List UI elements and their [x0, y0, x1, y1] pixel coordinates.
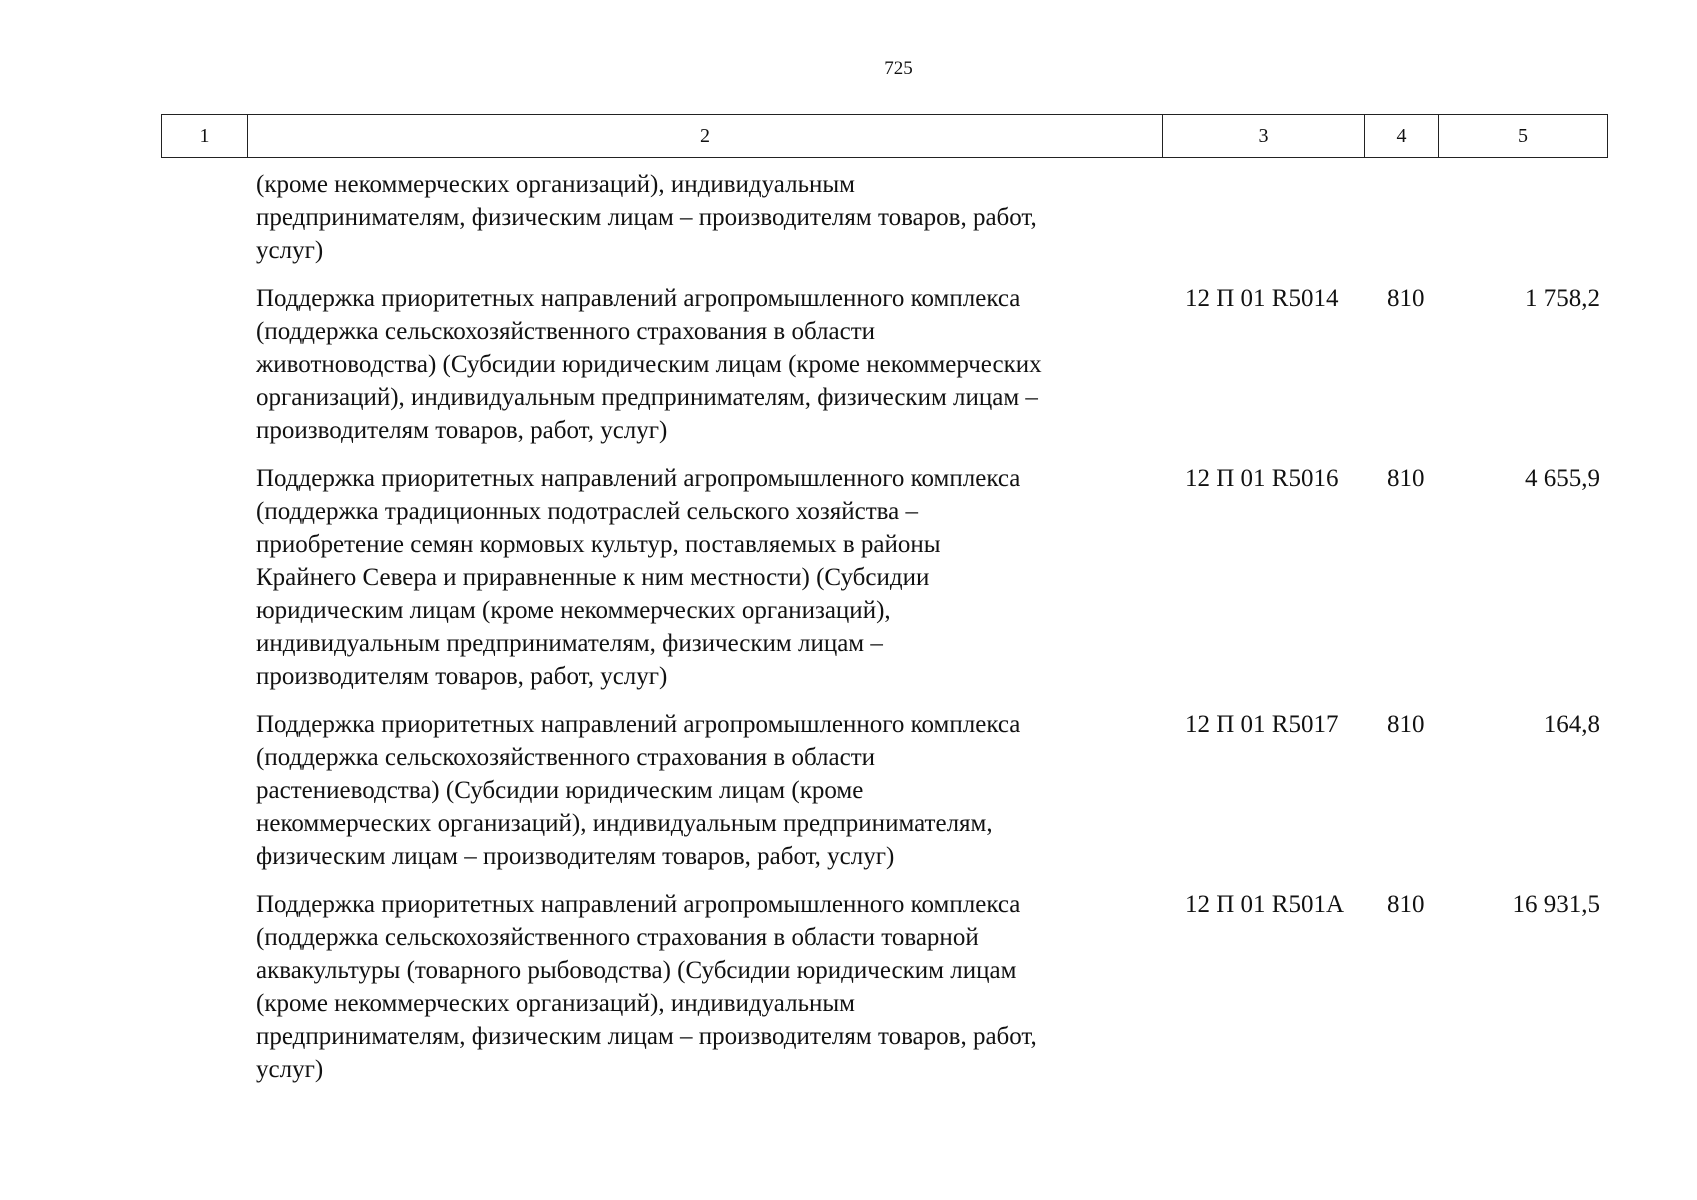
row-description: Поддержка приоритетных направлений агропромышленного комплекса (поддержка сельскохозяйственного страхования в области животноводства) (Субсидии юридическим лицам (кроме некоммерческих организаций), индивидуальным предпринимателям, физическим лицам – производителям товаров, работ, услуг): [256, 285, 1042, 444]
table-body: [256, 168, 1608, 1101]
header-cell-1: 1: [162, 115, 248, 157]
row-code: 12 П 01 R5014: [1185, 285, 1339, 312]
table-row: [256, 888, 1608, 1086]
row-code: 12 П 01 R5017: [1185, 711, 1339, 738]
page-number: 725: [884, 58, 913, 79]
row-code: 12 П 01 R5016: [1185, 465, 1339, 492]
row-description: Поддержка приоритетных направлений агропромышленного комплекса (поддержка сельскохозяйственного страхования в области растениеводства) (Субсидии юридическим лицам (кроме некоммерческих организаций), индивидуальным предпринимателям, физическим лицам – производителям товаров, работ, услуг): [256, 711, 1021, 870]
row-amount: [1447, 168, 1608, 267]
row-description: Поддержка приоритетных направлений агропромышленного комплекса (поддержка традиционных подотраслей сельского хозяйства – приобретение семян кормовых культур, поставляемых в районы Крайнего Севера и приравненные к ним местности) (Субсидии юридическим лицам (кроме некоммерческих организаций), индивидуальным предпринимателям, физическим лицам – производителям товаров, работ, услуг): [256, 465, 1021, 690]
header-cell-4: 4: [1365, 115, 1439, 157]
row-amount: 1 758,2: [1525, 285, 1600, 312]
row-amount: 164,8: [1543, 711, 1600, 738]
header-cell-5: 5: [1518, 124, 1528, 147]
table-row: [256, 708, 1608, 873]
row-vr: 810: [1387, 285, 1425, 312]
row-vr: [1381, 168, 1447, 267]
row-code: 12 П 01 R501А: [1185, 891, 1345, 918]
row-code: [1171, 168, 1381, 267]
row-description: Поддержка приоритетных направлений агропромышленного комплекса (поддержка сельскохозяйственного страхования в области товарной аквакультуры (товарного рыбоводства) (Субсидии юридическим лицам (кроме некоммерческих организаций), индивидуальным предпринимателям, физическим лицам – производителям товаров, работ, услуг): [256, 891, 1037, 1083]
header-cell-2: 2: [248, 115, 1163, 157]
header-cell-3: 3: [1163, 115, 1365, 157]
row-description: (кроме некоммерческих организаций), индивидуальным предпринимателям, физическим лицам – производителям товаров, работ, услуг): [256, 171, 1037, 264]
row-vr: 810: [1387, 711, 1425, 738]
row-vr: 810: [1387, 891, 1425, 918]
row-vr: 810: [1387, 465, 1425, 492]
table-header: [161, 114, 1608, 158]
row-amount: 4 655,9: [1525, 465, 1600, 492]
table-row: [256, 462, 1608, 693]
row-amount: 16 931,5: [1512, 891, 1600, 918]
table-row: [256, 168, 1608, 267]
table-row: [256, 282, 1608, 447]
